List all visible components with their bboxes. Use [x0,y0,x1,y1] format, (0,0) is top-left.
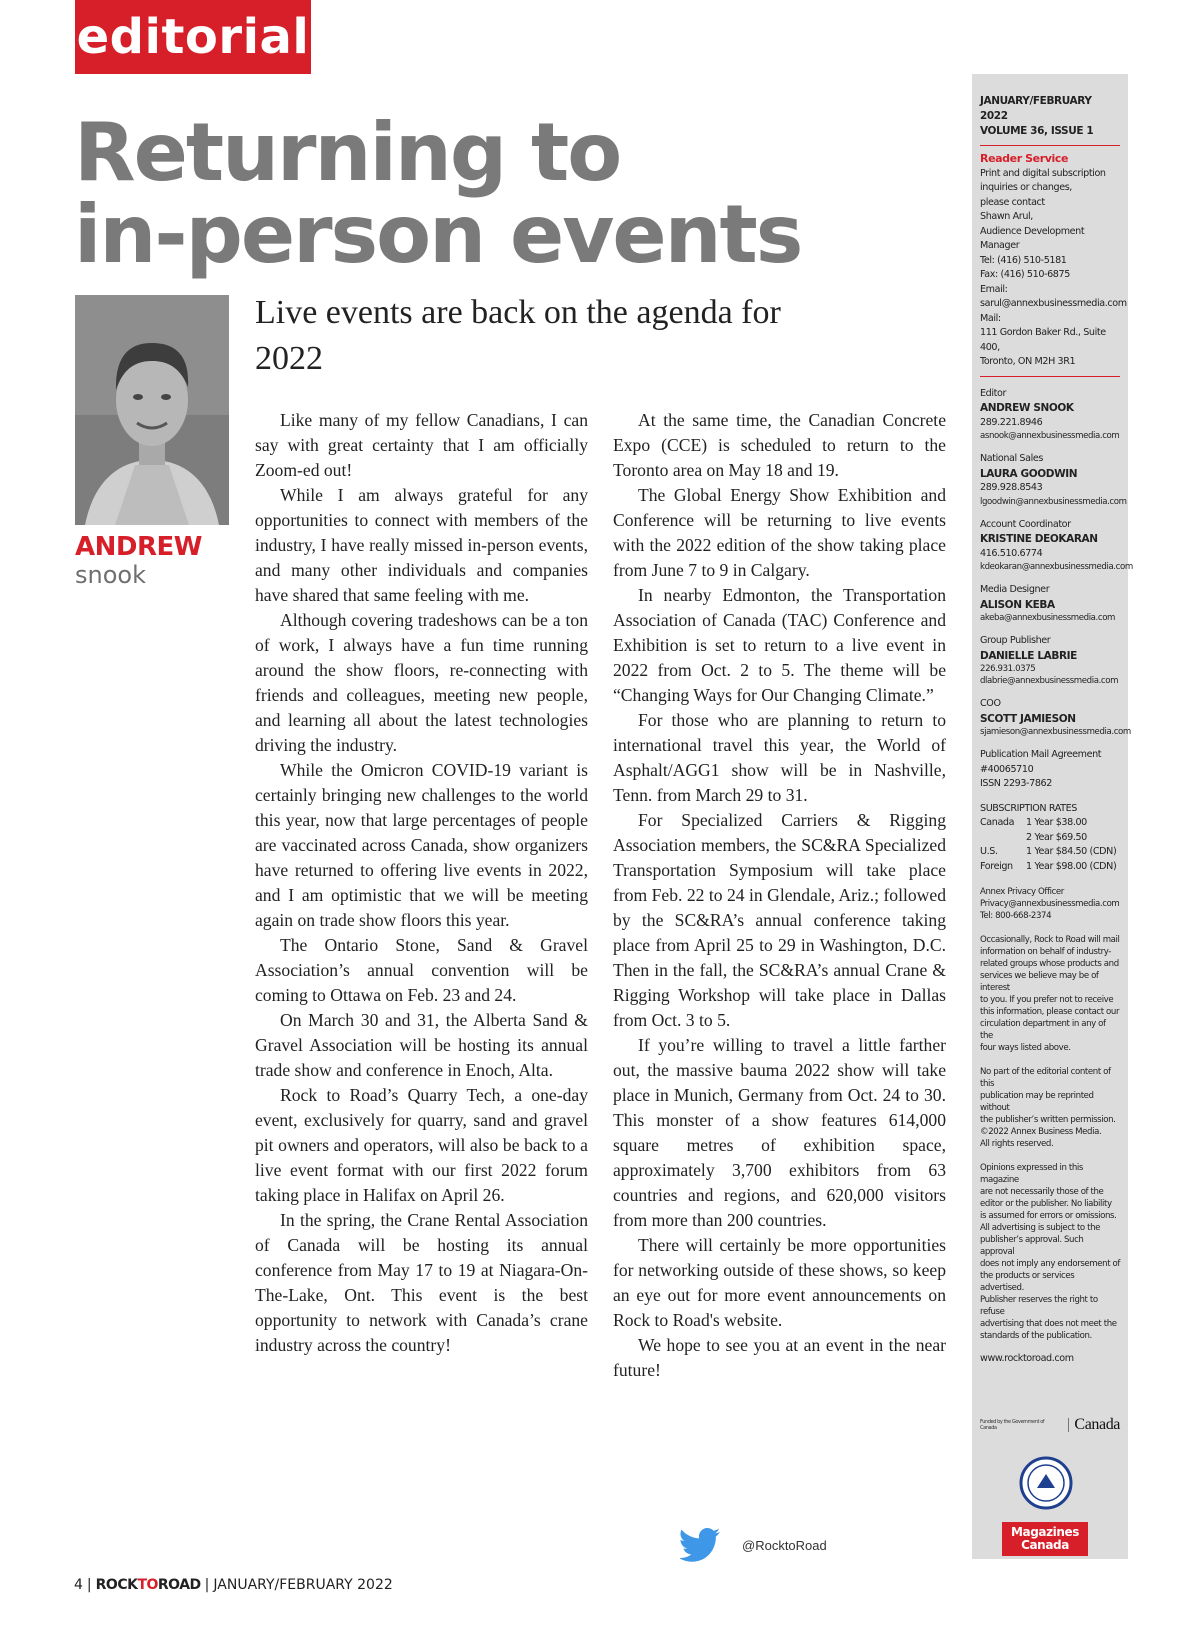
privacy-officer [980,886,1120,922]
footer-separator: | [86,1577,92,1593]
audit-seal-icon [1019,1456,1073,1510]
subscription-rates [980,802,1120,875]
reader-service-title: Reader Service [980,152,1069,165]
opinions-line: Publisher reserves the right to refuse [980,1295,1098,1317]
section-tag: editorial [75,0,311,74]
copyright-line: No part of the editorial content of this [980,1067,1111,1089]
rate-country [980,831,1026,846]
copyright-notice [980,1066,1120,1150]
notice-line: this information, please contact our [980,1007,1120,1017]
paragraph: At the same time, the Canadian Concrete Expo (CCE) is scheduled to return to the Toronto area on May 18 and 19. [613,410,946,480]
reader-service-line: Print and digital subscription [980,167,1106,179]
headline-line-1: Returning to [74,106,621,199]
notice-line: four ways listed above. [980,1043,1071,1053]
reader-service-line: Shawn Arul, [980,211,1033,222]
rate-country: Foreign [980,860,1013,872]
paragraph: For Specialized Carriers & Rigging Association members, the SC&RA Specialized Transportation Symposium will take place from Feb. 22 to 24 in Glendale, Ariz.; followed by the SC&RA’s annual conference taking place from April 25 to 29 in Washington, D.C. Then in the fall, the SC&RA’s annual Crane & Rigging Workshop will take place in Dallas from Oct. 3 to 5. [613,810,946,1030]
funded-text: Funded by the Government of Canada [980,1419,1045,1431]
publication-line: #40065710 [980,763,1034,775]
staff-phone: 289.221.8946 [980,416,1043,428]
headline-line-2: in-person events [74,188,802,281]
notice-line: to you. If you prefer not to receive [980,995,1114,1005]
government-funding [980,1414,1120,1436]
paragraph: While I am always grateful for any opportunities to connect with members of the industry, I have really missed in-person events, and many other individuals and companies have shared that same feeling with me. [255,485,588,605]
rate-row [980,860,1120,875]
headline [74,106,914,281]
staff-name: ANDREW SNOOK [980,402,1074,414]
footer-issue: JANUARY/FEBRUARY 2022 [213,1577,393,1593]
reader-service-line: Fax: (416) 510-6875 [980,269,1070,280]
paragraph: On March 30 and 31, the Alberta Sand & Gravel Association will be hosting its annual trade show and conference in Enoch, Alta. [255,1010,588,1080]
copyright-line: All rights reserved. [980,1139,1054,1149]
opinions-line: All advertising is subject to the [980,1223,1101,1233]
staff-name: KRISTINE DEOKARAN [980,533,1098,545]
page-number: 4 [74,1577,83,1593]
reader-service-line: 111 Gordon Baker Rd., Suite 400, [980,327,1106,353]
notice-line: related groups whose products and [980,959,1119,969]
notice-line: Occasionally, Rock to Road will mail [980,935,1120,945]
magazine-name-part: TO [137,1577,158,1593]
mail-notice [980,934,1120,1054]
copyright-line: ©2022 Annex Business Media. [980,1127,1102,1137]
magazines-canada-logo [1002,1522,1088,1556]
staff-email[interactable]: lgoodwin@annexbusinessmedia.com [980,496,1127,507]
author-last-name: snook [75,561,146,589]
paragraph: The Ontario Stone, Sand & Gravel Association’s annual convention will be coming to Ottawa on Feb. 23 and 24. [255,935,588,1005]
author-portrait-icon [75,295,229,525]
issue-date: JANUARY/FEBRUARY 2022 [980,95,1092,122]
staff-email[interactable]: kdeokaran@annexbusinessmedia.com [980,562,1133,572]
divider [980,376,1120,377]
staff-role: COO [980,698,1001,709]
twitter-bird-icon [680,1528,720,1562]
body-column-2 [613,408,946,1383]
staff-editor [980,387,1120,443]
website-link[interactable]: www.rocktoroad.com [980,1353,1074,1364]
notice-line: information on behalf of industry- [980,947,1111,957]
staff-role: National Sales [980,453,1043,464]
rate-country: Canada [980,817,1015,828]
staff-account-coordinator [980,518,1133,574]
staff-role: Group Publisher [980,635,1051,646]
staff-role: Media Designer [980,584,1050,595]
staff-phone: 226.931.0375 [980,664,1036,674]
rate-country: U.S. [980,846,998,857]
notice-line: circulation department in any of the [980,1019,1106,1041]
opinions-line: Opinions expressed in this magazine [980,1163,1083,1185]
staff-email[interactable]: akeba@annexbusinessmedia.com [980,613,1116,623]
reader-service-line: Tel: (416) 510-5181 [980,254,1067,266]
staff-email[interactable]: asnook@annexbusinessmedia.com [980,431,1120,441]
rate-price: 1 Year $38.00 [1026,817,1087,828]
paragraph: The Global Energy Show Exhibition and Conference will be returning to live events with the 2022 edition of the show taking place from June 7 to 9 in Calgary. [613,485,946,580]
staff-email[interactable]: dlabrie@annexbusinessmedia.com [980,676,1119,686]
opinions-line: editor or the publisher. No liability [980,1199,1112,1209]
publication-line: Publication Mail Agreement [980,749,1102,760]
author-photo [75,295,229,525]
author-byline [75,532,202,588]
paragraph: For those who are planning to return to international travel this year, the World of Asphalt/AGG1 show will be in Nashville, Tenn. from March 29 to 31. [613,710,946,805]
paragraph: There will certainly be more opportunities for networking outside of these shows, so keep an eye out for more event announcements on Rock to Road's website. [613,1235,946,1330]
reader-service-line: Email: [980,283,1008,295]
deck-subtitle: Live events are back on the agenda for 2022 [255,294,781,377]
opinions-line: does not imply any endorsement of [980,1259,1120,1269]
staff-phone: 289.928.8543 [980,482,1043,493]
rate-row [980,845,1120,860]
notice-line: services we believe may be of interest [980,971,1099,993]
body-column-1 [255,408,588,1358]
rate-price: 1 Year $98.00 (CDN) [1026,860,1117,872]
staff-name: SCOTT JAMIESON [980,712,1076,725]
twitter-handle-block[interactable] [680,1528,827,1562]
reader-service-line: Mail: [980,312,1001,324]
reader-service-email[interactable]: sarul@annexbusinessmedia.com [980,298,1127,309]
divider [980,145,1120,146]
magazine-name-part: ROCK [95,1577,138,1593]
rate-row [980,816,1120,831]
staff-name: ALISON KEBA [980,598,1055,611]
copyright-line: publication may be reprinted without [980,1091,1094,1113]
reader-service-line: inquiries or changes, [980,182,1072,193]
canada-wordmark: Canada [1068,1418,1120,1433]
staff-name: LAURA GOODWIN [980,467,1078,480]
staff-coo [980,697,1131,738]
publication-info [980,748,1120,792]
opinions-line: is assumed for errors or omissions. [980,1211,1117,1221]
paragraph: We hope to see you at an event in the near future! [613,1335,946,1380]
opinions-line: advertising that does not meet the [980,1319,1117,1329]
staff-role: Editor [980,387,1006,399]
magazine-name-part: ROAD [157,1577,201,1593]
staff-email[interactable]: sjamieson@annexbusinessmedia.com [980,727,1131,737]
opinions-line: are not necessarily those of the [980,1187,1104,1197]
staff-group-publisher [980,634,1120,687]
paragraph: Although covering tradeshows can be a ton of work, I always have a fun time running around the show floors, re-connecting with friends and colleagues, meeting new people, and learning all about the latest technologies driving the industry. [255,610,588,755]
paragraph: While the Omicron COVID-19 variant is certainly bringing new challenges to the world this year, now that large percentages of people are vaccinated across Canada, show organizers have returned to offering live events in 2022, and I am optimistic that we will be meeting again on trade show floors this year. [255,760,588,930]
opinions-line: publisher’s approval. Such approval [980,1235,1084,1257]
reader-service-info [980,167,1127,370]
reader-service-line: Audience Development Manager [980,225,1085,251]
paragraph: If you’re willing to travel a little farther out, the massive bauma 2022 show will take place in Munich, Germany from Oct. 24 to 30. This monster of a show features 614,000 square metres of exhibition space, approximately 3,700 exhibitors from 63 countries and regions, and 620,000 visitors from more than 200 countries. [613,1035,946,1230]
privacy-line: Tel: 800-668-2374 [980,911,1052,921]
paragraph: In the spring, the Crane Rental Association of Canada will be hosting its annual conference from May 17 to 19 at Niagara-On-The-Lake, Ont. This event is the best opportunity to network with Canada’s crane industry across the country! [255,1210,588,1355]
magazines-logo-line: Canada [1021,1538,1069,1552]
twitter-handle[interactable]: @RocktoRoad [742,1537,827,1553]
reader-service-line: please contact [980,196,1045,208]
issue-volume: VOLUME 36, ISSUE 1 [980,125,1094,137]
rate-price: 1 Year $84.50 (CDN) [1026,846,1117,857]
rates-title: SUBSCRIPTION RATES [980,802,1077,814]
paragraph: Rock to Road’s Quarry Tech, a one-day event, exclusively for quarry, sand and gravel pit owners and operators, will also be back to a live event format with our first 2022 forum taking place in Halifax on April 26. [255,1085,588,1205]
footer-separator: | [204,1577,210,1593]
copyright-line: the publisher’s written permission. [980,1115,1116,1125]
staff-phone: 416.510.6774 [980,547,1043,559]
author-first-name: ANDREW [75,532,202,562]
opinions-line: standards of the publication. [980,1331,1092,1341]
staff-name: DANIELLE LABRIE [980,649,1077,662]
staff-national-sales [980,452,1127,508]
paragraph: Like many of my fellow Canadians, I can say with great certainty that I am officially Zoom-ed out! [255,410,588,480]
publication-line: ISSN 2293-7862 [980,778,1052,789]
privacy-line: Annex Privacy Officer [980,887,1064,897]
opinions-line: the products or services advertised. [980,1271,1075,1293]
rate-row [980,831,1120,846]
magazines-logo-line: Magazines [1010,1525,1080,1539]
staff-role: Account Coordinator [980,518,1071,530]
page-footer [74,1577,393,1593]
opinions-notice [980,1162,1120,1342]
paragraph: In nearby Edmonton, the Transportation Association of Canada (TAC) Conference and Exhibition is set to return to a live event in 2022 from Oct. 2 to 5. The theme will be “Changing Ways for Our Changing Climate.” [613,585,946,705]
rate-price: 2 Year $69.50 [1026,831,1087,843]
reader-service-line: Toronto, ON M2H 3R1 [980,356,1076,367]
staff-media-designer [980,583,1120,624]
privacy-email[interactable]: Privacy@annexbusinessmedia.com [980,899,1120,909]
masthead-sidebar [972,74,1133,1559]
magazine-name [96,1577,201,1593]
